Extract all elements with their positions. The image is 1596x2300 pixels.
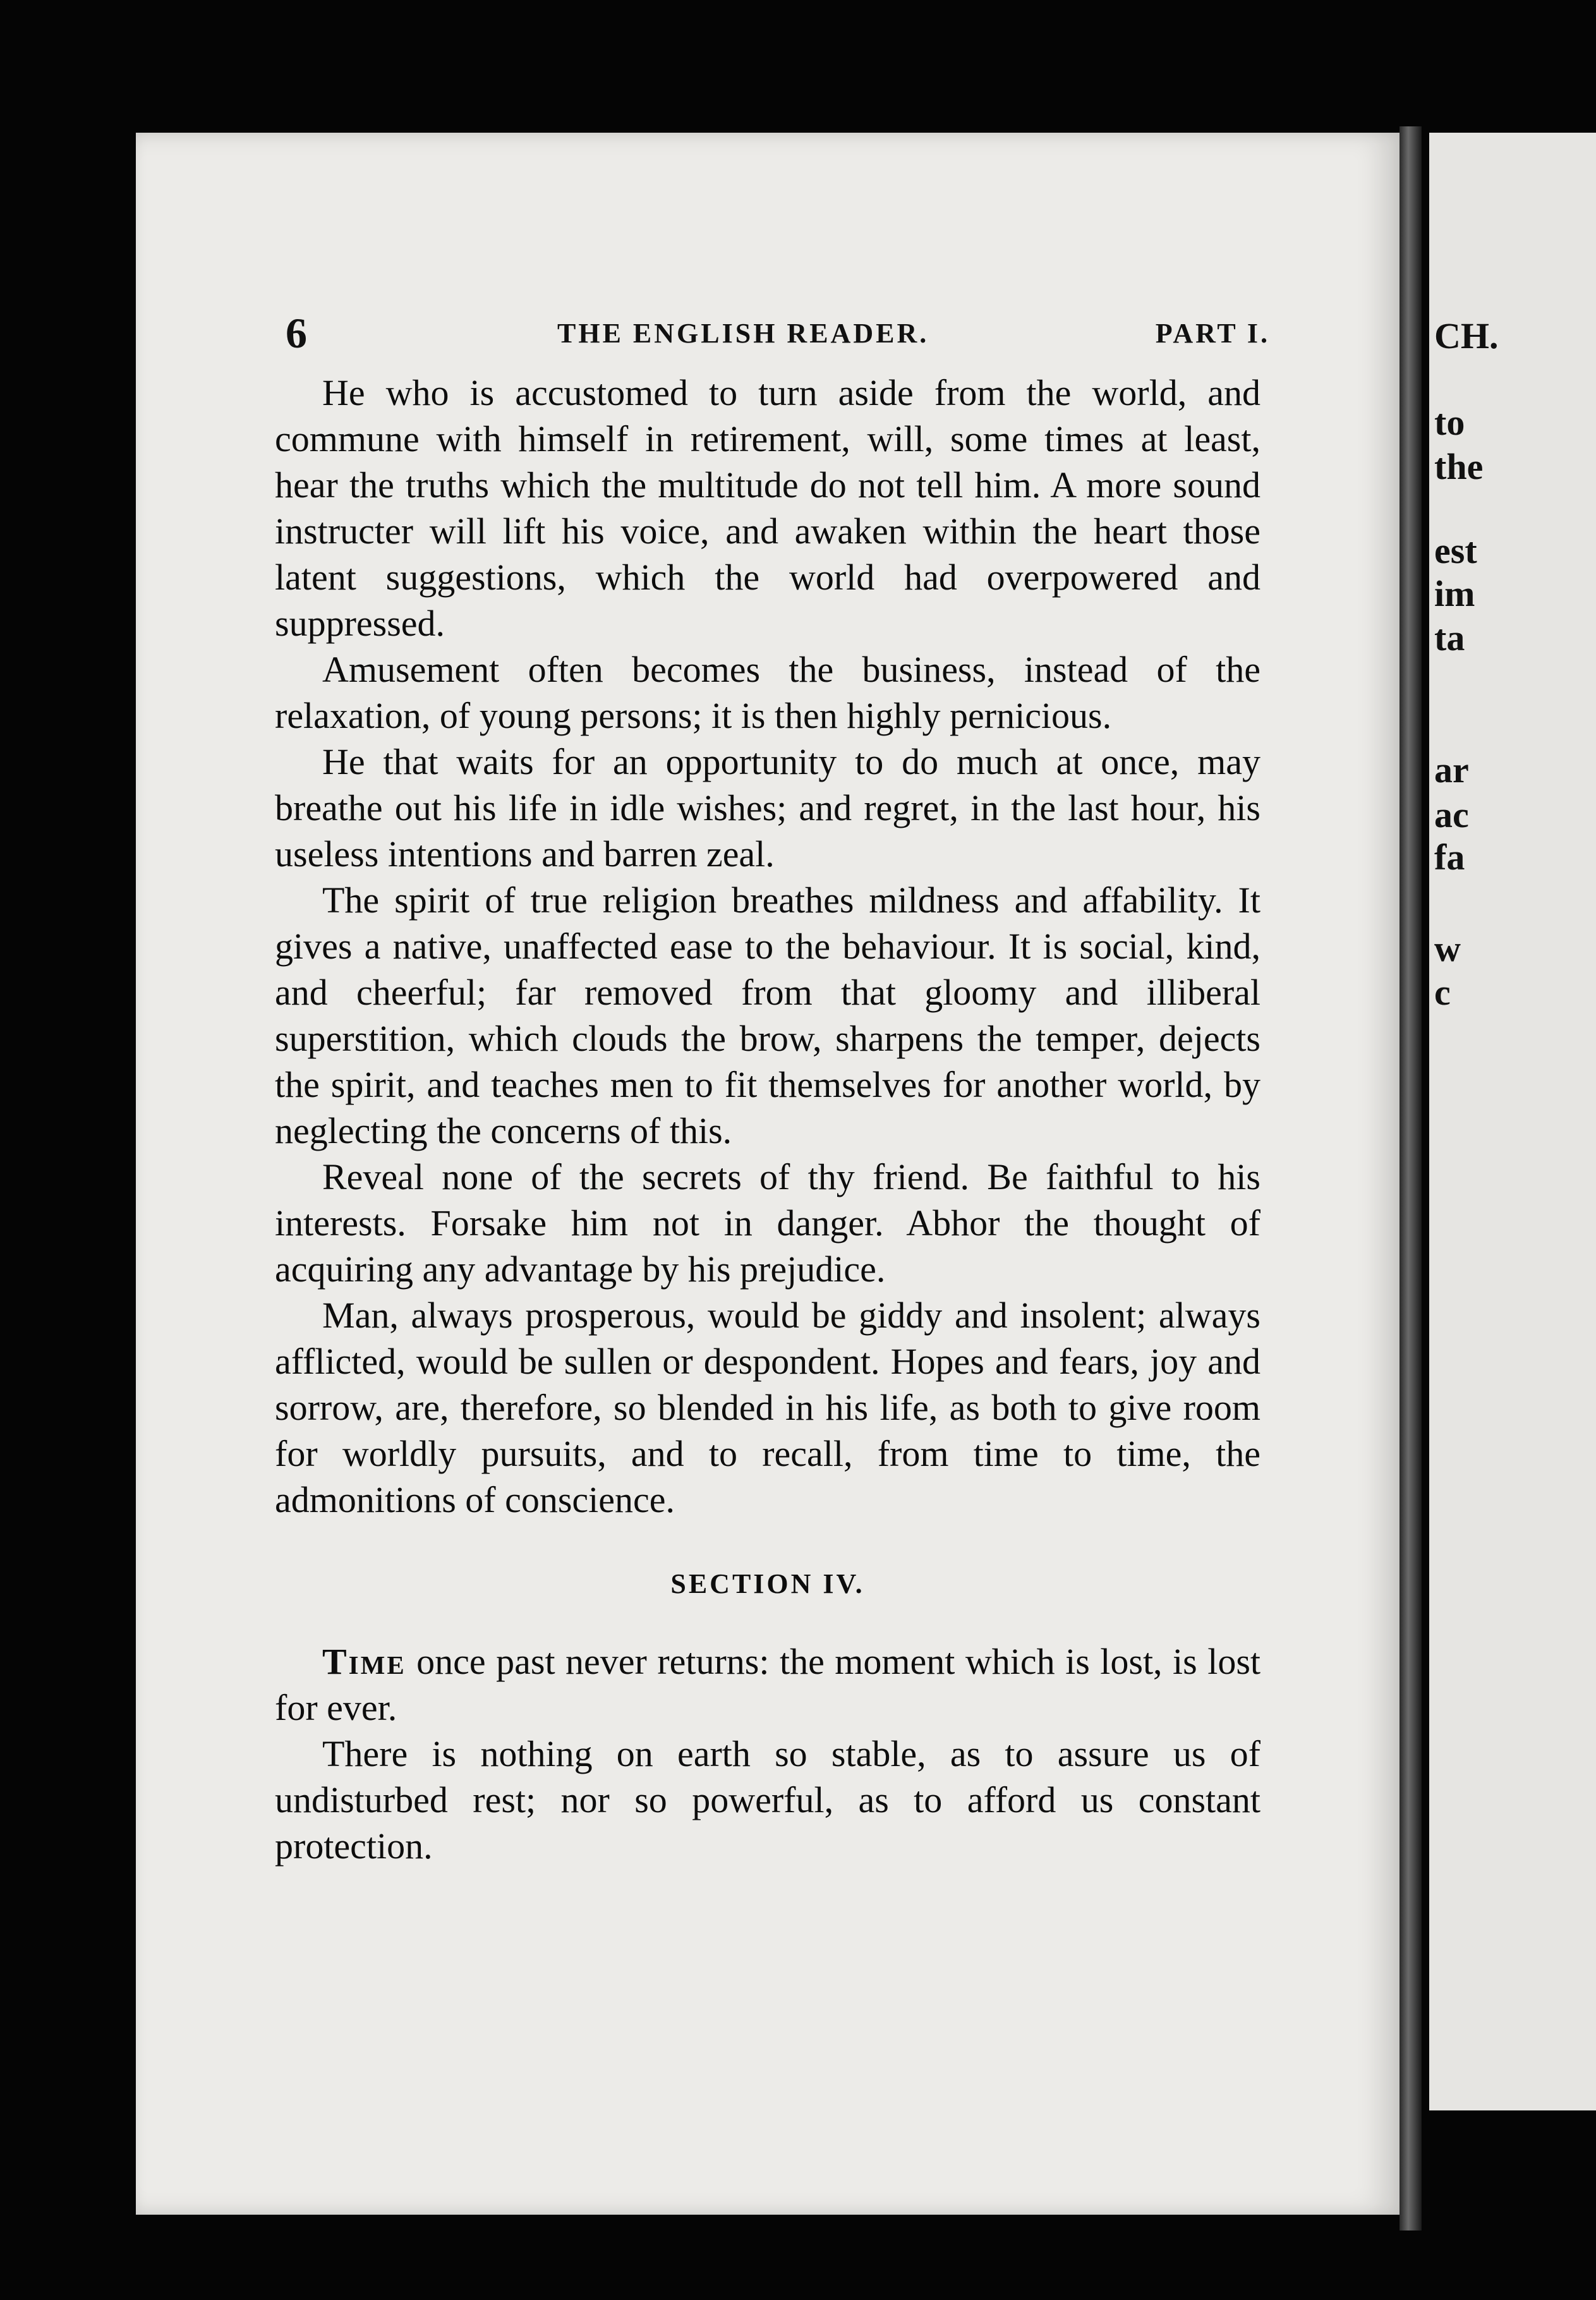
facing-page-fragment: ac [1434, 794, 1469, 835]
facing-page-fragment: fa [1434, 837, 1465, 878]
running-title: THE ENGLISH READER. [557, 318, 929, 349]
facing-page-fragment: ar [1434, 749, 1469, 790]
page-header [286, 308, 1276, 357]
page-number: 6 [286, 309, 307, 357]
facing-page-fragment: ta [1434, 617, 1465, 658]
book-gutter [1400, 126, 1422, 2230]
body-text [275, 370, 1260, 1869]
facing-page-fragment: w [1434, 928, 1461, 969]
facing-page-fragment: c [1434, 972, 1451, 1013]
paragraph [275, 1638, 1260, 1731]
paragraph: He who is accustomed to turn aside from the world, and commune with himself in retirement, will, some times at least, hear the truths which the multitude do not tell him. A more sound instructer will lift his voice, and awaken within the heart those latent suggestions, which the world had overpowered and suppressed. [275, 372, 1260, 644]
facing-page-fragment: to [1434, 402, 1465, 443]
facing-page-fragment: est [1434, 530, 1477, 571]
paragraph: There is nothing on earth so stable, as to assure us of undisturbed rest; nor so powerful, as to afford us constant protection. [275, 1733, 1260, 1867]
facing-page [1429, 133, 1596, 2110]
paragraph: He that waits for an opportunity to do much at once, may breathe out his life in idle wishes; and regret, in the last hour, his useless intentions and barren zeal. [275, 741, 1260, 875]
paragraph: Amusement often becomes the business, instead of the relaxation, of young persons; it is then highly pernicious. [275, 649, 1260, 736]
paragraph: Man, always prosperous, would be giddy and insolent; always afflicted, would be sullen or despondent. Hopes and fears, joy and sorrow, are, therefore, so blended in his life, as both to give room for worldly pursuits, and to recall, from time to time, the admonitions of conscience. [275, 1295, 1260, 1520]
paragraph: The spirit of true religion breathes mildness and affability. It gives a native, unaffected ease to the behaviour. It is social, kind, and cheerful; far removed from that gloomy and illiberal superstition, which clouds the brow, sharpens the temper, dejects the spirit, and teaches men to fit themselves for another world, by neglecting the concerns of this. [275, 880, 1260, 1151]
section-first-word: Time [322, 1641, 406, 1682]
section-heading: SECTION IV. [670, 1568, 865, 1599]
facing-page-fragment: CH. [1434, 315, 1499, 356]
facing-page-fragment: im [1434, 573, 1475, 614]
facing-page-fragment: the [1434, 446, 1484, 487]
paragraph: Reveal none of the secrets of thy friend. Be faithful to his interests. Forsake him not in danger. Abhor the thought of acquiring any advantage by his prejudice. [275, 1156, 1260, 1290]
part-label: PART I. [1155, 318, 1270, 349]
section-first-paragraph-text: once past never returns: the moment which is lost, is lost for ever. [275, 1641, 1260, 1728]
